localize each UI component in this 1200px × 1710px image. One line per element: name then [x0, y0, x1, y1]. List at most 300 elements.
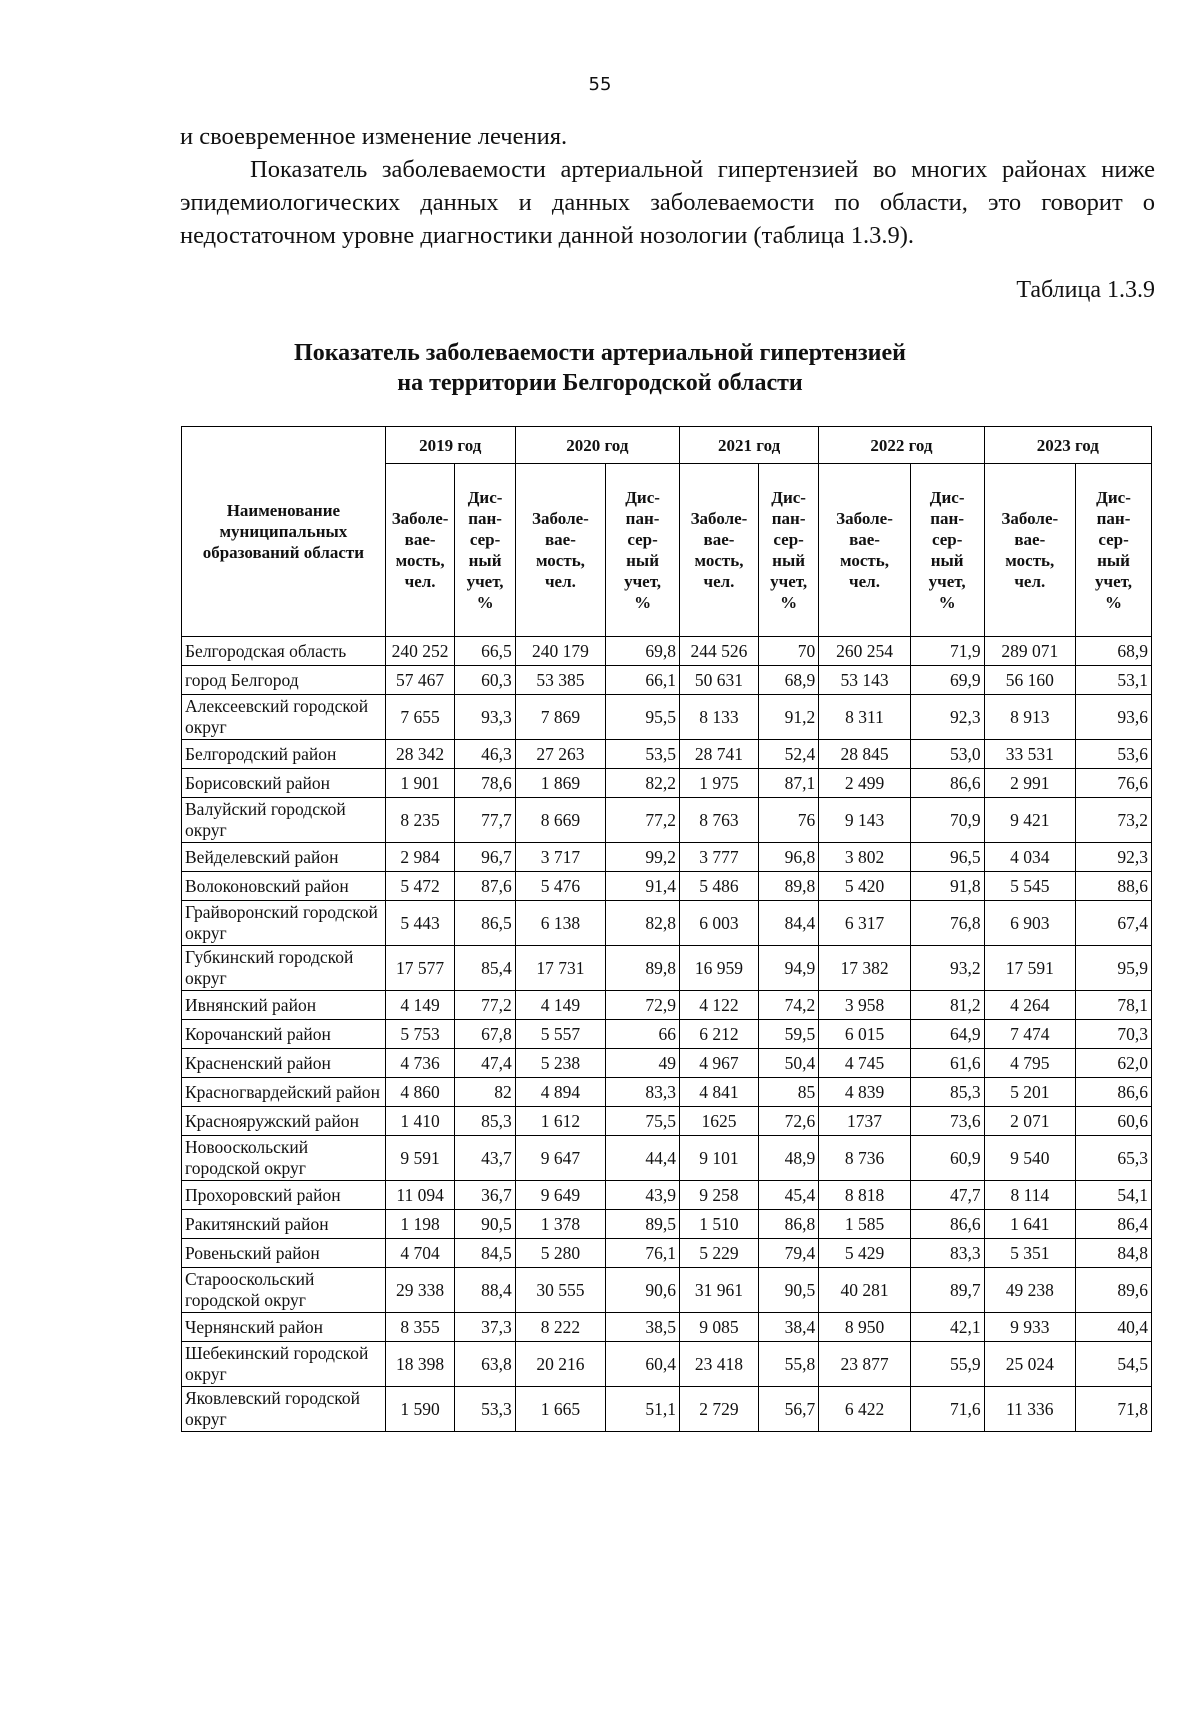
morbidity-value: 8 222	[515, 1313, 605, 1342]
morbidity-value: 11 094	[385, 1181, 455, 1210]
dispensary-percent: 78,6	[455, 769, 515, 798]
morbidity-value: 1 510	[679, 1210, 758, 1239]
dispensary-percent: 87,1	[758, 769, 818, 798]
morbidity-value: 1 869	[515, 769, 605, 798]
morbidity-value: 5 238	[515, 1049, 605, 1078]
morbidity-value: 53 143	[819, 666, 910, 695]
dispensary-percent: 53,1	[1076, 666, 1152, 695]
morbidity-value: 9 258	[679, 1181, 758, 1210]
morbidity-value: 5 443	[385, 901, 455, 946]
dispensary-percent: 53,6	[1076, 740, 1152, 769]
dispensary-percent: 60,9	[910, 1136, 984, 1181]
morbidity-value: 49 238	[984, 1268, 1075, 1313]
morbidity-value: 6 422	[819, 1387, 910, 1432]
dispensary-percent: 84,5	[455, 1239, 515, 1268]
dispensary-percent: 95,9	[1076, 946, 1152, 991]
dispensary-percent: 70,3	[1076, 1020, 1152, 1049]
morbidity-value: 6 003	[679, 901, 758, 946]
morbidity-value: 4 967	[679, 1049, 758, 1078]
dispensary-percent: 45,4	[758, 1181, 818, 1210]
morbidity-value: 3 777	[679, 843, 758, 872]
morbidity-value: 16 959	[679, 946, 758, 991]
dispensary-percent: 82,2	[606, 769, 680, 798]
dispensary-percent: 73,2	[1076, 798, 1152, 843]
morbidity-value: 3 958	[819, 991, 910, 1020]
morbidity-value: 4 034	[984, 843, 1075, 872]
dispensary-percent: 53,5	[606, 740, 680, 769]
morbidity-value: 1 198	[385, 1210, 455, 1239]
morbidity-value: 9 933	[984, 1313, 1075, 1342]
dispensary-percent: 38,4	[758, 1313, 818, 1342]
morbidity-value: 2 729	[679, 1387, 758, 1432]
morbidity-column-header: Заболе- вае- мость, чел.	[515, 464, 605, 637]
table-year-header-row	[182, 427, 1152, 464]
paragraph-body: Показатель заболеваемости артериальной гипертензией во многих районах ниже эпидемиологических данных и данных заболеваемости по области, это говорит о недостаточном уровне диагностики данной нозологии (таблица 1.3.9).	[180, 156, 1155, 249]
dispensary-percent: 86,6	[910, 769, 984, 798]
dispensary-percent: 89,5	[606, 1210, 680, 1239]
dispensary-percent: 53,0	[910, 740, 984, 769]
dispensary-percent: 60,3	[455, 666, 515, 695]
morbidity-value: 9 421	[984, 798, 1075, 843]
table-title-line2: на территории Белгородской области	[397, 370, 803, 396]
dispensary-percent: 72,9	[606, 991, 680, 1020]
table-title	[0, 338, 1200, 398]
municipality-name: Прохоровский район	[182, 1181, 386, 1210]
municipality-name: Яковлевский городской округ	[182, 1387, 386, 1432]
municipality-name: Новооскольский городской округ	[182, 1136, 386, 1181]
dispensary-percent: 63,8	[455, 1342, 515, 1387]
dispensary-percent: 62,0	[1076, 1049, 1152, 1078]
dispensary-percent: 48,9	[758, 1136, 818, 1181]
municipality-name: Алексеевский городской округ	[182, 695, 386, 740]
dispensary-percent: 66,1	[606, 666, 680, 695]
dispensary-percent: 37,3	[455, 1313, 515, 1342]
morbidity-value: 8 114	[984, 1181, 1075, 1210]
municipality-name: Краснояружский район	[182, 1107, 386, 1136]
dispensary-percent: 83,3	[910, 1239, 984, 1268]
morbidity-value: 28 845	[819, 740, 910, 769]
morbidity-value: 5 472	[385, 872, 455, 901]
morbidity-value: 9 101	[679, 1136, 758, 1181]
dispensary-percent: 68,9	[758, 666, 818, 695]
dispensary-percent: 82,8	[606, 901, 680, 946]
dispensary-percent: 43,9	[606, 1181, 680, 1210]
morbidity-value: 8 763	[679, 798, 758, 843]
dispensary-percent: 75,5	[606, 1107, 680, 1136]
morbidity-value: 9 085	[679, 1313, 758, 1342]
dispensary-percent: 43,7	[455, 1136, 515, 1181]
morbidity-value: 9 647	[515, 1136, 605, 1181]
table-row	[182, 1268, 1152, 1313]
dispensary-percent: 42,1	[910, 1313, 984, 1342]
municipality-name: Валуйский городской округ	[182, 798, 386, 843]
morbidity-value: 18 398	[385, 1342, 455, 1387]
dispensary-percent: 73,6	[910, 1107, 984, 1136]
morbidity-value: 1 378	[515, 1210, 605, 1239]
morbidity-value: 2 984	[385, 843, 455, 872]
morbidity-column-header: Заболе- вае- мость, чел.	[679, 464, 758, 637]
dispensary-percent: 82	[455, 1078, 515, 1107]
morbidity-column-header: Заболе- вае- мость, чел.	[984, 464, 1075, 637]
morbidity-value: 4 122	[679, 991, 758, 1020]
morbidity-value: 8 818	[819, 1181, 910, 1210]
year-header: 2021 год	[679, 427, 818, 464]
morbidity-table	[181, 426, 1152, 1432]
morbidity-value: 4 894	[515, 1078, 605, 1107]
dispensary-percent: 81,2	[910, 991, 984, 1020]
morbidity-value: 8 736	[819, 1136, 910, 1181]
municipality-name: Вейделевский район	[182, 843, 386, 872]
table-row	[182, 1342, 1152, 1387]
morbidity-value: 1 901	[385, 769, 455, 798]
morbidity-value: 6 015	[819, 1020, 910, 1049]
morbidity-value: 8 355	[385, 1313, 455, 1342]
morbidity-value: 4 149	[385, 991, 455, 1020]
dispensary-percent: 60,4	[606, 1342, 680, 1387]
morbidity-value: 6 903	[984, 901, 1075, 946]
morbidity-value: 23 877	[819, 1342, 910, 1387]
morbidity-value: 260 254	[819, 637, 910, 666]
morbidity-value: 8 311	[819, 695, 910, 740]
dispensary-percent: 67,4	[1076, 901, 1152, 946]
dispensary-percent: 61,6	[910, 1049, 984, 1078]
dispensary-percent: 55,8	[758, 1342, 818, 1387]
morbidity-value: 5 280	[515, 1239, 605, 1268]
morbidity-value: 4 841	[679, 1078, 758, 1107]
morbidity-value: 8 669	[515, 798, 605, 843]
morbidity-value: 23 418	[679, 1342, 758, 1387]
morbidity-value: 1 585	[819, 1210, 910, 1239]
dispensary-percent: 95,5	[606, 695, 680, 740]
paragraph-continuation: и своевременное изменение лечения.	[180, 123, 568, 150]
dispensary-percent: 84,8	[1076, 1239, 1152, 1268]
morbidity-value: 7 869	[515, 695, 605, 740]
dispensary-percent: 67,8	[455, 1020, 515, 1049]
morbidity-value: 1 590	[385, 1387, 455, 1432]
year-header: 2023 год	[984, 427, 1151, 464]
table-row	[182, 1210, 1152, 1239]
morbidity-value: 4 839	[819, 1078, 910, 1107]
morbidity-value: 33 531	[984, 740, 1075, 769]
year-header: 2022 год	[819, 427, 984, 464]
table-row	[182, 769, 1152, 798]
page-number: 55	[588, 74, 612, 95]
municipality-name: Старооскольский городской округ	[182, 1268, 386, 1313]
dispensary-percent: 91,4	[606, 872, 680, 901]
morbidity-column-header: Заболе- вае- мость, чел.	[385, 464, 455, 637]
morbidity-value: 20 216	[515, 1342, 605, 1387]
municipality-name: Волоконовский район	[182, 872, 386, 901]
dispensary-column-header: Дис- пан- сер- ный учет, %	[758, 464, 818, 637]
year-header: 2020 год	[515, 427, 679, 464]
morbidity-value: 28 741	[679, 740, 758, 769]
dispensary-percent: 49	[606, 1049, 680, 1078]
dispensary-percent: 65,3	[1076, 1136, 1152, 1181]
morbidity-value: 17 591	[984, 946, 1075, 991]
dispensary-column-header: Дис- пан- сер- ный учет, %	[1076, 464, 1152, 637]
morbidity-value: 8 133	[679, 695, 758, 740]
dispensary-percent: 85	[758, 1078, 818, 1107]
dispensary-percent: 96,7	[455, 843, 515, 872]
morbidity-value: 9 649	[515, 1181, 605, 1210]
table-title-line1: Показатель заболеваемости артериальной гипертензией	[294, 340, 906, 366]
morbidity-value: 25 024	[984, 1342, 1075, 1387]
dispensary-percent: 76,1	[606, 1239, 680, 1268]
morbidity-value: 1625	[679, 1107, 758, 1136]
morbidity-value: 57 467	[385, 666, 455, 695]
morbidity-value: 17 577	[385, 946, 455, 991]
morbidity-value: 8 913	[984, 695, 1075, 740]
morbidity-value: 17 382	[819, 946, 910, 991]
dispensary-percent: 85,4	[455, 946, 515, 991]
table-row	[182, 901, 1152, 946]
morbidity-value: 1 612	[515, 1107, 605, 1136]
morbidity-value: 244 526	[679, 637, 758, 666]
table-row	[182, 1049, 1152, 1078]
dispensary-percent: 69,8	[606, 637, 680, 666]
table-row	[182, 695, 1152, 740]
municipality-name: Губкинский городской округ	[182, 946, 386, 991]
dispensary-percent: 90,6	[606, 1268, 680, 1313]
dispensary-column-header: Дис- пан- сер- ный учет, %	[910, 464, 984, 637]
dispensary-percent: 50,4	[758, 1049, 818, 1078]
morbidity-value: 11 336	[984, 1387, 1075, 1432]
morbidity-value: 5 557	[515, 1020, 605, 1049]
dispensary-percent: 93,3	[455, 695, 515, 740]
dispensary-percent: 79,4	[758, 1239, 818, 1268]
table-row	[182, 1078, 1152, 1107]
morbidity-value: 17 731	[515, 946, 605, 991]
morbidity-value: 5 229	[679, 1239, 758, 1268]
morbidity-value: 5 429	[819, 1239, 910, 1268]
table-row	[182, 666, 1152, 695]
morbidity-value: 9 143	[819, 798, 910, 843]
morbidity-value: 5 753	[385, 1020, 455, 1049]
morbidity-value: 50 631	[679, 666, 758, 695]
dispensary-percent: 71,8	[1076, 1387, 1152, 1432]
dispensary-percent: 36,7	[455, 1181, 515, 1210]
morbidity-value: 30 555	[515, 1268, 605, 1313]
dispensary-percent: 99,2	[606, 843, 680, 872]
dispensary-percent: 71,6	[910, 1387, 984, 1432]
municipality-name: Ивнянский район	[182, 991, 386, 1020]
dispensary-percent: 64,9	[910, 1020, 984, 1049]
dispensary-percent: 51,1	[606, 1387, 680, 1432]
table-row	[182, 740, 1152, 769]
dispensary-percent: 74,2	[758, 991, 818, 1020]
dispensary-percent: 66,5	[455, 637, 515, 666]
morbidity-value: 4 704	[385, 1239, 455, 1268]
morbidity-value: 6 212	[679, 1020, 758, 1049]
morbidity-value: 9 540	[984, 1136, 1075, 1181]
dispensary-percent: 47,4	[455, 1049, 515, 1078]
dispensary-percent: 70	[758, 637, 818, 666]
dispensary-percent: 96,5	[910, 843, 984, 872]
table-body	[182, 637, 1152, 1432]
municipality-name: Корочанский район	[182, 1020, 386, 1049]
morbidity-value: 1 665	[515, 1387, 605, 1432]
morbidity-value: 2 071	[984, 1107, 1075, 1136]
table-row	[182, 1387, 1152, 1432]
dispensary-percent: 90,5	[455, 1210, 515, 1239]
dispensary-percent: 84,4	[758, 901, 818, 946]
morbidity-value: 27 263	[515, 740, 605, 769]
morbidity-value: 1 641	[984, 1210, 1075, 1239]
dispensary-column-header: Дис- пан- сер- ный учет, %	[606, 464, 680, 637]
municipality-name: Белгородская область	[182, 637, 386, 666]
morbidity-value: 5 545	[984, 872, 1075, 901]
table-row	[182, 1020, 1152, 1049]
municipality-name: Шебекинский городской округ	[182, 1342, 386, 1387]
morbidity-value: 1 410	[385, 1107, 455, 1136]
table-row	[182, 798, 1152, 843]
table-row	[182, 1136, 1152, 1181]
dispensary-percent: 78,1	[1076, 991, 1152, 1020]
dispensary-percent: 92,3	[910, 695, 984, 740]
dispensary-percent: 89,7	[910, 1268, 984, 1313]
morbidity-value: 7 655	[385, 695, 455, 740]
morbidity-value: 1 975	[679, 769, 758, 798]
dispensary-percent: 68,9	[1076, 637, 1152, 666]
dispensary-percent: 89,8	[606, 946, 680, 991]
dispensary-percent: 55,9	[910, 1342, 984, 1387]
dispensary-percent: 86,6	[910, 1210, 984, 1239]
dispensary-percent: 54,1	[1076, 1181, 1152, 1210]
municipality-name: Чернянский район	[182, 1313, 386, 1342]
dispensary-percent: 56,7	[758, 1387, 818, 1432]
dispensary-percent: 40,4	[1076, 1313, 1152, 1342]
dispensary-percent: 87,6	[455, 872, 515, 901]
morbidity-value: 29 338	[385, 1268, 455, 1313]
dispensary-percent: 38,5	[606, 1313, 680, 1342]
morbidity-value: 6 317	[819, 901, 910, 946]
morbidity-value: 56 160	[984, 666, 1075, 695]
table-row	[182, 991, 1152, 1020]
dispensary-percent: 76	[758, 798, 818, 843]
dispensary-percent: 92,3	[1076, 843, 1152, 872]
dispensary-percent: 90,5	[758, 1268, 818, 1313]
municipality-column-header: Наименование муниципальных образований области	[182, 427, 386, 637]
dispensary-percent: 85,3	[910, 1078, 984, 1107]
dispensary-percent: 96,8	[758, 843, 818, 872]
dispensary-percent: 71,9	[910, 637, 984, 666]
dispensary-percent: 77,2	[606, 798, 680, 843]
dispensary-percent: 53,3	[455, 1387, 515, 1432]
morbidity-value: 2 499	[819, 769, 910, 798]
morbidity-value: 4 736	[385, 1049, 455, 1078]
morbidity-value: 28 342	[385, 740, 455, 769]
morbidity-value: 5 486	[679, 872, 758, 901]
morbidity-value: 9 591	[385, 1136, 455, 1181]
dispensary-percent: 72,6	[758, 1107, 818, 1136]
table-row	[182, 946, 1152, 991]
morbidity-column-header: Заболе- вае- мость, чел.	[819, 464, 910, 637]
table-row	[182, 872, 1152, 901]
municipality-name: Белгородский район	[182, 740, 386, 769]
morbidity-value: 240 179	[515, 637, 605, 666]
municipality-name: Ракитянский район	[182, 1210, 386, 1239]
morbidity-value: 31 961	[679, 1268, 758, 1313]
dispensary-percent: 89,6	[1076, 1268, 1152, 1313]
morbidity-value: 4 745	[819, 1049, 910, 1078]
morbidity-value: 5 201	[984, 1078, 1075, 1107]
municipality-name: Борисовский район	[182, 769, 386, 798]
table-row	[182, 1181, 1152, 1210]
table-row	[182, 843, 1152, 872]
morbidity-value: 53 385	[515, 666, 605, 695]
dispensary-percent: 70,9	[910, 798, 984, 843]
dispensary-percent: 86,5	[455, 901, 515, 946]
dispensary-percent: 86,6	[1076, 1078, 1152, 1107]
morbidity-value: 4 795	[984, 1049, 1075, 1078]
dispensary-percent: 59,5	[758, 1020, 818, 1049]
dispensary-percent: 86,8	[758, 1210, 818, 1239]
table-row	[182, 637, 1152, 666]
morbidity-value: 1737	[819, 1107, 910, 1136]
morbidity-value: 5 351	[984, 1239, 1075, 1268]
dispensary-percent: 47,7	[910, 1181, 984, 1210]
dispensary-percent: 93,2	[910, 946, 984, 991]
municipality-name: Красногвардейский район	[182, 1078, 386, 1107]
municipality-name: город Белгород	[182, 666, 386, 695]
morbidity-value: 5 420	[819, 872, 910, 901]
table-row	[182, 1107, 1152, 1136]
municipality-name: Ровеньский район	[182, 1239, 386, 1268]
morbidity-value: 2 991	[984, 769, 1075, 798]
dispensary-percent: 54,5	[1076, 1342, 1152, 1387]
dispensary-percent: 88,6	[1076, 872, 1152, 901]
dispensary-percent: 52,4	[758, 740, 818, 769]
dispensary-percent: 94,9	[758, 946, 818, 991]
dispensary-percent: 83,3	[606, 1078, 680, 1107]
dispensary-percent: 88,4	[455, 1268, 515, 1313]
morbidity-value: 4 264	[984, 991, 1075, 1020]
morbidity-value: 3 802	[819, 843, 910, 872]
morbidity-value: 240 252	[385, 637, 455, 666]
dispensary-percent: 91,2	[758, 695, 818, 740]
dispensary-percent: 91,8	[910, 872, 984, 901]
morbidity-value: 5 476	[515, 872, 605, 901]
table-row	[182, 1313, 1152, 1342]
dispensary-percent: 85,3	[455, 1107, 515, 1136]
morbidity-value: 7 474	[984, 1020, 1075, 1049]
dispensary-percent: 76,6	[1076, 769, 1152, 798]
municipality-name: Грайворонский городской округ	[182, 901, 386, 946]
municipality-name: Красненский район	[182, 1049, 386, 1078]
morbidity-value: 4 860	[385, 1078, 455, 1107]
morbidity-value: 8 950	[819, 1313, 910, 1342]
dispensary-percent: 44,4	[606, 1136, 680, 1181]
morbidity-value: 3 717	[515, 843, 605, 872]
dispensary-column-header: Дис- пан- сер- ный учет, %	[455, 464, 515, 637]
dispensary-percent: 60,6	[1076, 1107, 1152, 1136]
dispensary-percent: 89,8	[758, 872, 818, 901]
morbidity-value: 8 235	[385, 798, 455, 843]
dispensary-percent: 86,4	[1076, 1210, 1152, 1239]
dispensary-percent: 69,9	[910, 666, 984, 695]
dispensary-percent: 66	[606, 1020, 680, 1049]
morbidity-value: 289 071	[984, 637, 1075, 666]
morbidity-value: 4 149	[515, 991, 605, 1020]
dispensary-percent: 93,6	[1076, 695, 1152, 740]
table-label: Таблица 1.3.9	[1016, 277, 1155, 303]
dispensary-percent: 46,3	[455, 740, 515, 769]
morbidity-value: 40 281	[819, 1268, 910, 1313]
table-row	[182, 1239, 1152, 1268]
year-header: 2019 год	[385, 427, 515, 464]
morbidity-value: 6 138	[515, 901, 605, 946]
dispensary-percent: 76,8	[910, 901, 984, 946]
